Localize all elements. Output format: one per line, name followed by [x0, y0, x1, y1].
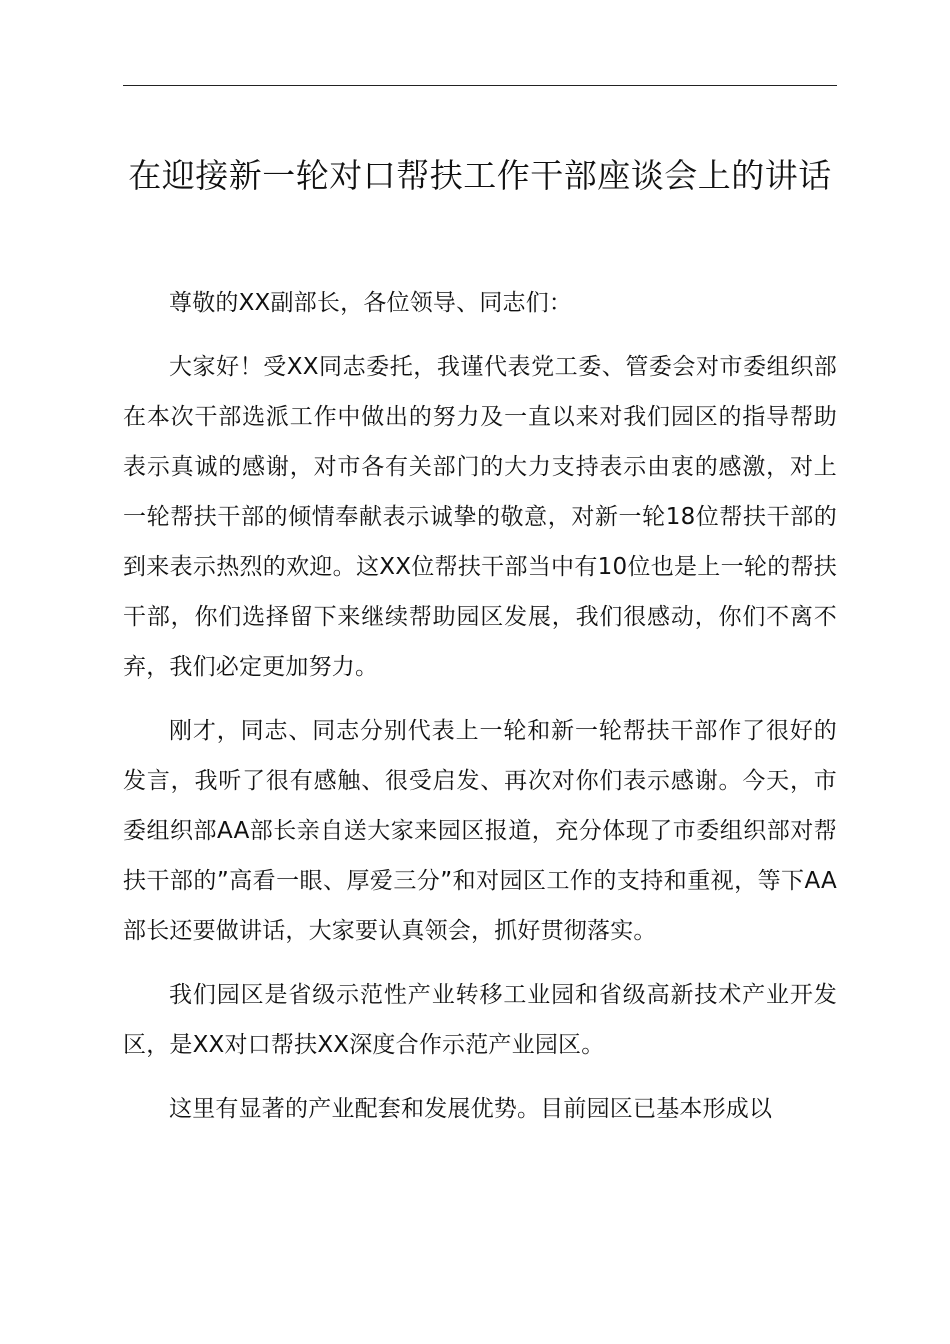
body-paragraph: 这里有显著的产业配套和发展优势。目前园区已基本形成以	[169, 1096, 773, 1122]
body-paragraph: 大家好！受XX同志委托，我谨代表党工委、管委会对市委组织部在本次干部选派工作中做出的努力及一直以来对我们园区的指导帮助表示真诚的感谢，对市各有关部门的大力支持表示由衷的感激，对上一轮帮扶干部的倾情奉献表示诚挚的敬意，对新一轮18位帮扶干部的到来表示热烈的欢迎。这XX位帮扶干部当中有10位也是上一轮的帮扶干部，你们选择留下来继续帮助园区发展，我们很感动，你们不离不弃，我们必定更加努力。	[123, 354, 837, 680]
document-title: 在迎接新一轮对口帮扶工作干部座谈会上的讲话	[128, 156, 832, 195]
document-body	[123, 278, 837, 1148]
body-paragraph: 刚才，同志、同志分别代表上一轮和新一轮帮扶干部作了很好的发言，我听了很有感触、很受启发、再次对你们表示感谢。今天，市委组织部AA部长亲自送大家来园区报道，充分体现了市委组织部对帮扶干部的”高看一眼、厚爱三分”和对园区工作的支持和重视，等下AA部长还要做讲话，大家要认真领会，抓好贯彻落实。	[123, 718, 837, 944]
salutation-paragraph: 尊敬的XX副部长，各位领导、同志们：	[169, 290, 573, 316]
header-rule	[123, 85, 837, 86]
body-paragraph: 我们园区是省级示范性产业转移工业园和省级高新技术产业开发区，是XX对口帮扶XX深度合作示范产业园区。	[123, 982, 837, 1058]
